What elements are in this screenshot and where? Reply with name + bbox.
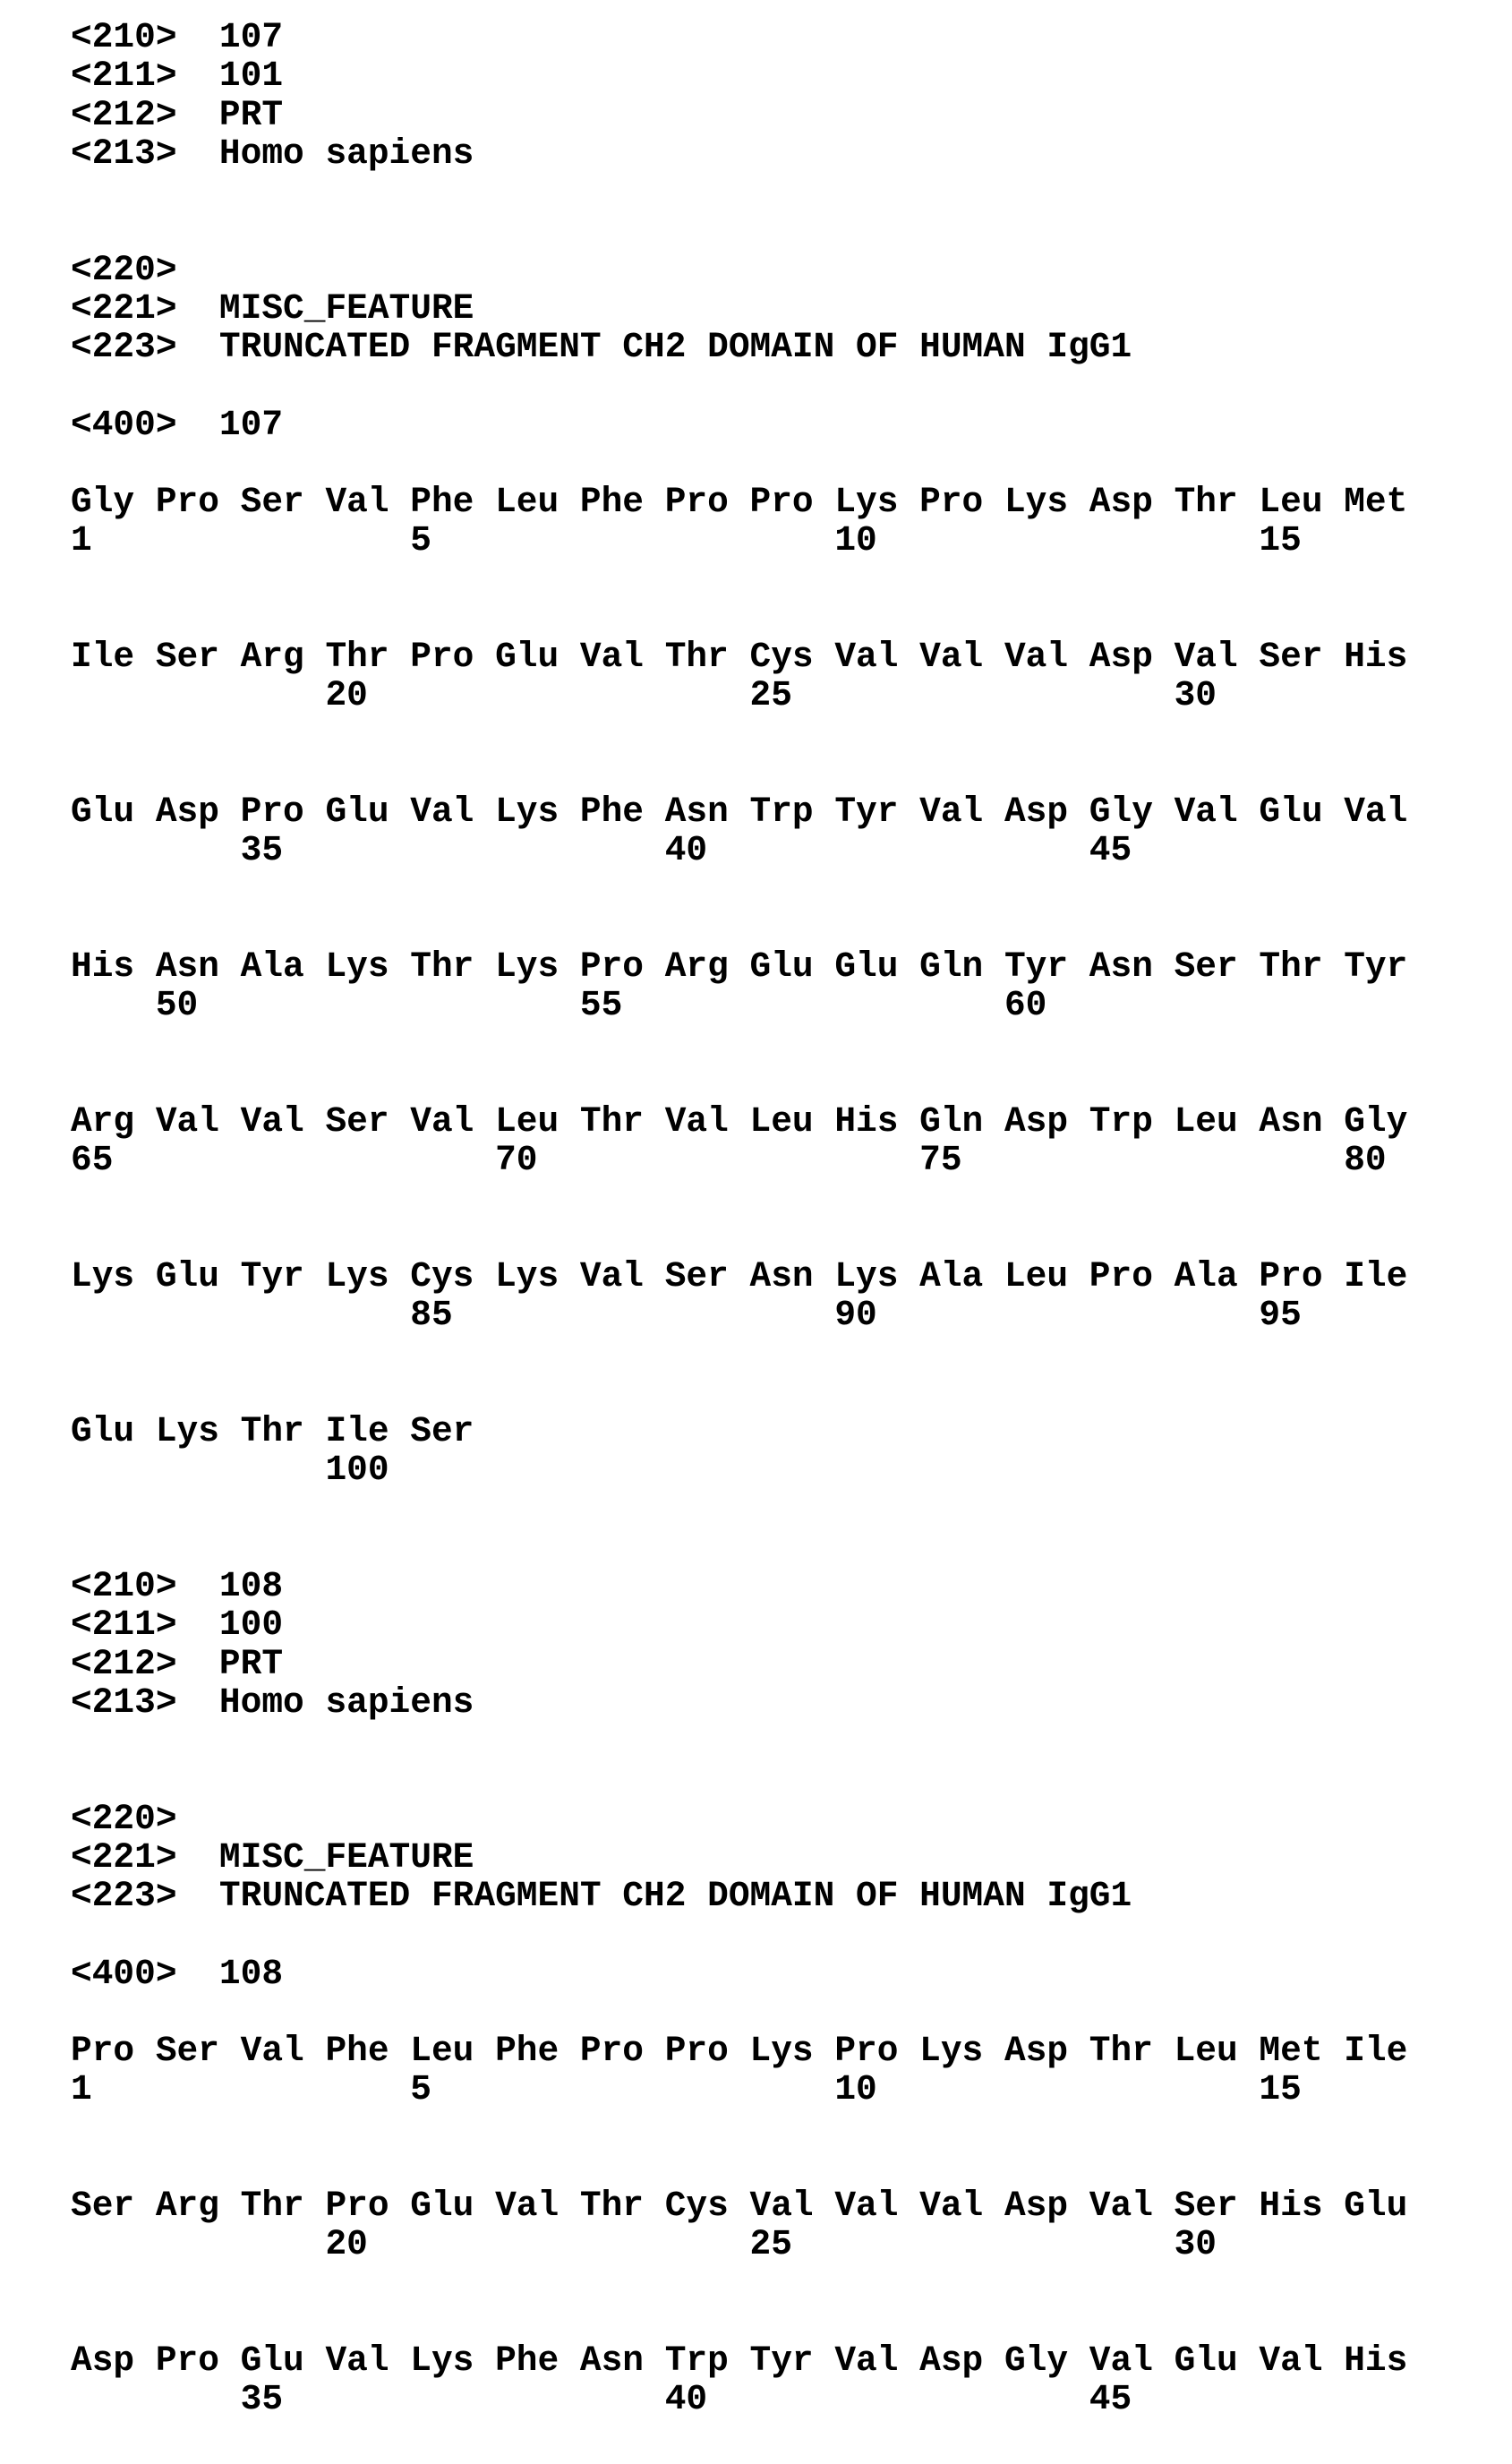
- residue-number-line: 35 40 45: [71, 831, 1407, 869]
- residue-number-line: 35 40 45: [71, 2380, 1407, 2418]
- residue-line: His Asn Ala Lys Thr Lys Pro Arg Glu Glu Gln Tyr Asn Ser Thr Tyr: [71, 947, 1407, 986]
- blank-line: [71, 1490, 1407, 1528]
- blank-line: [71, 1722, 1407, 1760]
- sequence-field-line: <400> 107: [71, 406, 1407, 444]
- residue-line: Pro Ser Val Phe Leu Phe Pro Pro Lys Pro Lys Asp Thr Leu Met Ile: [71, 2032, 1407, 2070]
- blank-line: [71, 870, 1407, 909]
- blank-line: [71, 560, 1407, 599]
- blank-line: [71, 1993, 1407, 2032]
- sequence-field-line: <213> Homo sapiens: [71, 1683, 1407, 1722]
- sequence-field-line: <223> TRUNCATED FRAGMENT CH2 DOMAIN OF HUMAN IgG1: [71, 1877, 1407, 1915]
- sequence-field-line: <213> Homo sapiens: [71, 134, 1407, 173]
- blank-line: [71, 444, 1407, 483]
- residue-line: Asp Pro Glu Val Lys Phe Asn Trp Tyr Val Asp Gly Val Glu Val His: [71, 2341, 1407, 2380]
- sequence-field-line: <220>: [71, 251, 1407, 289]
- blank-line: [71, 1219, 1407, 1257]
- blank-line: [71, 909, 1407, 947]
- sequence-listing-document: [71, 18, 1407, 2419]
- sequence-field-line: <220>: [71, 1800, 1407, 1838]
- blank-line: [71, 2148, 1407, 2186]
- sequence-field-line: <210> 108: [71, 1567, 1407, 1605]
- residue-line: Ser Arg Thr Pro Glu Val Thr Cys Val Val Val Asp Val Ser His Glu: [71, 2186, 1407, 2225]
- residue-line: Gly Pro Ser Val Phe Leu Phe Pro Pro Lys Pro Lys Asp Thr Leu Met: [71, 483, 1407, 521]
- sequence-field-line: <221> MISC_FEATURE: [71, 1838, 1407, 1877]
- blank-line: [71, 1335, 1407, 1373]
- blank-line: [71, 1025, 1407, 1064]
- residue-number-line: 50 55 60: [71, 986, 1407, 1024]
- blank-line: [71, 599, 1407, 637]
- sequence-field-line: <211> 101: [71, 56, 1407, 95]
- blank-line: [71, 366, 1407, 405]
- blank-line: [71, 1064, 1407, 1102]
- residue-line: Glu Asp Pro Glu Val Lys Phe Asn Trp Tyr Val Asp Gly Val Glu Val: [71, 792, 1407, 831]
- residue-number-line: 1 5 10 15: [71, 2070, 1407, 2109]
- sequence-field-line: <210> 107: [71, 18, 1407, 56]
- residue-number-line: 1 5 10 15: [71, 521, 1407, 560]
- blank-line: [71, 2303, 1407, 2341]
- sequence-field-line: <400> 108: [71, 1955, 1407, 1993]
- blank-line: [71, 1180, 1407, 1219]
- residue-number-line: 100: [71, 1450, 1407, 1489]
- blank-line: [71, 2264, 1407, 2303]
- residue-number-line: 85 90 95: [71, 1296, 1407, 1334]
- residue-line: Ile Ser Arg Thr Pro Glu Val Thr Cys Val Val Val Asp Val Ser His: [71, 637, 1407, 676]
- sequence-field-line: <223> TRUNCATED FRAGMENT CH2 DOMAIN OF HUMAN IgG1: [71, 328, 1407, 366]
- residue-number-line: 65 70 75 80: [71, 1141, 1407, 1179]
- residue-number-line: 20 25 30: [71, 2225, 1407, 2263]
- blank-line: [71, 1528, 1407, 1567]
- sequence-field-line: <211> 100: [71, 1605, 1407, 1644]
- blank-line: [71, 1760, 1407, 1799]
- blank-line: [71, 715, 1407, 754]
- blank-line: [71, 2109, 1407, 2148]
- blank-line: [71, 173, 1407, 211]
- blank-line: [71, 211, 1407, 250]
- blank-line: [71, 754, 1407, 792]
- sequence-field-line: <221> MISC_FEATURE: [71, 289, 1407, 328]
- residue-number-line: 20 25 30: [71, 676, 1407, 714]
- sequence-field-line: <212> PRT: [71, 96, 1407, 134]
- residue-line: Arg Val Val Ser Val Leu Thr Val Leu His Gln Asp Trp Leu Asn Gly: [71, 1102, 1407, 1141]
- blank-line: [71, 1373, 1407, 1412]
- residue-line: Lys Glu Tyr Lys Cys Lys Val Ser Asn Lys Ala Leu Pro Ala Pro Ile: [71, 1257, 1407, 1296]
- residue-line: Glu Lys Thr Ile Ser: [71, 1412, 1407, 1450]
- blank-line: [71, 1915, 1407, 1954]
- sequence-field-line: <212> PRT: [71, 1645, 1407, 1683]
